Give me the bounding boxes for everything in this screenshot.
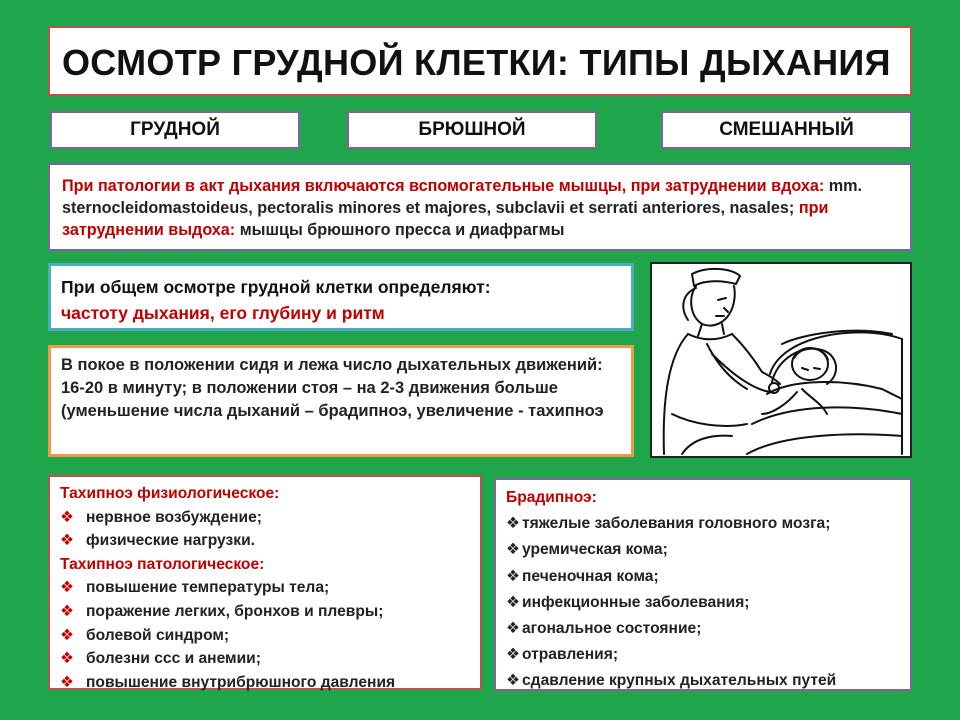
list-item: ❖ отравления;: [506, 642, 910, 668]
diamond-bullet-icon: ❖: [60, 626, 74, 644]
general-line-1: При общем осмотре грудной клетки определяют:: [61, 277, 491, 297]
type-chest: ГРУДНОЙ: [50, 111, 300, 149]
pathology-box: [48, 163, 912, 251]
list-item: ❖ уремическая кома;: [506, 537, 910, 563]
diamond-bullet-icon: ❖: [506, 620, 520, 638]
diamond-bullet-icon: ❖: [60, 602, 74, 620]
bradypnea-box: [494, 478, 912, 691]
bradypnea-title: Брадипноэ:: [506, 489, 597, 506]
diamond-bullet-icon: ❖: [60, 579, 74, 597]
rest-breathing-box: [48, 345, 634, 457]
diamond-bullet-icon: ❖: [506, 593, 520, 611]
nurse-patient-illustration: [650, 262, 912, 458]
list-item: ❖ тяжелые заболевания головного мозга;: [506, 511, 910, 537]
type-mixed: СМЕШАННЫЙ: [661, 111, 912, 149]
list-item: ❖ сдавление крупных дыхательных путей: [506, 668, 910, 694]
list-item: ❖ инфекционные заболевания;: [506, 590, 910, 616]
diamond-bullet-icon: ❖: [60, 650, 74, 668]
diamond-bullet-icon: ❖: [506, 672, 520, 690]
type-abdominal: БРЮШНОЙ: [347, 111, 597, 149]
list-item: ❖ нервное возбуждение;: [60, 506, 480, 530]
list-item: ❖ повышение температуры тела;: [60, 576, 480, 600]
list-item: ❖ печеночная кома;: [506, 564, 910, 590]
general-line-2: частоту дыхания, его глубину и ритм: [61, 303, 385, 323]
list-item: ❖ агональное состояние;: [506, 616, 910, 642]
pathology-red-1: При патологии в акт дыхания включаются вспомогательные мышцы, при затруднении вдоха:: [62, 177, 825, 195]
illustration-drawing: [652, 264, 910, 456]
tachypnea-box: [48, 475, 482, 690]
list-item: ❖ болевой синдром;: [60, 624, 480, 648]
tachypnea-physio-title: Тахипноэ физиологическое:: [60, 485, 280, 502]
list-item: ❖ болезни ссс и анемии;: [60, 647, 480, 671]
list-item: ❖ повышение внутрибрюшного давления: [60, 671, 480, 695]
page-title: ОСМОТР ГРУДНОЙ КЛЕТКИ: ТИПЫ ДЫХАНИЯ: [48, 26, 912, 96]
diamond-bullet-icon: ❖: [60, 508, 74, 526]
general-exam-box: [48, 263, 634, 331]
list-item: ❖ физические нагрузки.: [60, 529, 480, 553]
pathology-dark-1: mm. sternocleidomastoideus, pectoralis minores et majores, subclavii et serrati anteriores, nasales;: [62, 177, 863, 217]
pathology-red-2: при затруднении выдоха:: [62, 199, 829, 239]
diamond-bullet-icon: ❖: [506, 567, 520, 585]
diamond-bullet-icon: ❖: [506, 541, 520, 559]
pathology-dark-2: мышцы брюшного пресса и диафрагмы: [235, 221, 565, 239]
list-item: ❖ поражение легких, бронхов и плевры;: [60, 600, 480, 624]
tachypnea-patho-title: Тахипноэ патологическое:: [60, 555, 265, 573]
diamond-bullet-icon: ❖: [60, 532, 74, 550]
diamond-bullet-icon: ❖: [506, 646, 520, 664]
diamond-bullet-icon: ❖: [60, 673, 74, 691]
rest-text: В покое в положении сидя и лежа число дыхательных движений: 16-20 в минуту; в положении стоя – на 2-3 движения больше (уменьшение числа дыханий – брадипноэ, увеличение - тахипноэ: [61, 356, 604, 420]
diamond-bullet-icon: ❖: [506, 515, 520, 533]
